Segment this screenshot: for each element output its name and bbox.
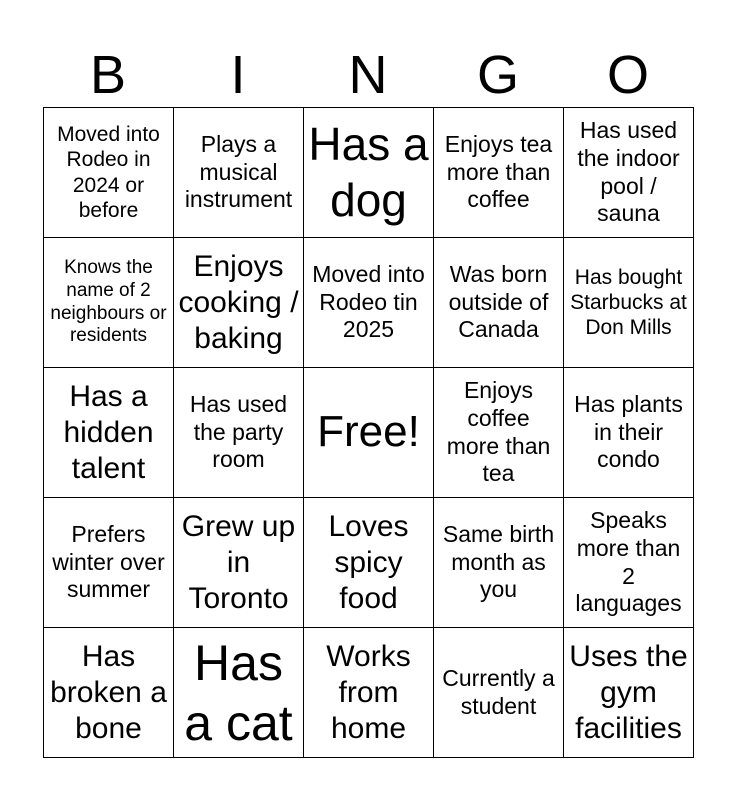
header-letter-i: I <box>230 45 246 105</box>
bingo-cell[interactable]: Enjoys coffee more than tea <box>434 368 564 498</box>
bingo-cell[interactable]: Speaks more than 2 languages <box>564 498 694 628</box>
bingo-board <box>43 107 694 758</box>
bingo-cell[interactable]: Works from home <box>304 628 434 758</box>
bingo-cell[interactable]: Same birth month as you <box>434 498 564 628</box>
board-row <box>44 368 694 498</box>
bingo-cell[interactable]: Has broken a bone <box>44 628 174 758</box>
bingo-cell[interactable]: Loves spicy food <box>304 498 434 628</box>
header-letter-b: B <box>89 45 127 105</box>
bingo-cell[interactable]: Has used the party room <box>174 368 304 498</box>
bingo-cell[interactable]: Was born outside of Canada <box>434 238 564 368</box>
bingo-header <box>43 44 693 106</box>
bingo-cell[interactable]: Has bought Starbucks at Don Mills <box>564 238 694 368</box>
header-letter-o: O <box>606 45 649 105</box>
bingo-cell[interactable]: Has plants in their condo <box>564 368 694 498</box>
bingo-cell[interactable]: Grew up in Toronto <box>174 498 304 628</box>
bingo-cell[interactable]: Enjoys cooking / baking <box>174 238 304 368</box>
bingo-cell[interactable]: Knows the name of 2 neighbours or residents <box>44 238 174 368</box>
bingo-cell[interactable]: Prefers winter over summer <box>44 498 174 628</box>
board-row <box>44 628 694 758</box>
header-letter-n: N <box>348 45 388 105</box>
bingo-cell[interactable]: Has used the indoor pool / sauna <box>564 108 694 238</box>
bingo-cell[interactable]: Has a cat <box>174 628 304 758</box>
bingo-cell[interactable]: Has a hidden talent <box>44 368 174 498</box>
bingo-cell[interactable]: Uses the gym facilities <box>564 628 694 758</box>
bingo-cell[interactable]: Has a dog <box>304 108 434 238</box>
bingo-cell[interactable]: Moved into Rodeo in 2024 or before <box>44 108 174 238</box>
bingo-cell[interactable]: Currently a student <box>434 628 564 758</box>
bingo-cell[interactable]: Enjoys tea more than coffee <box>434 108 564 238</box>
board-row <box>44 498 694 628</box>
bingo-cell[interactable]: Plays a musical instrument <box>174 108 304 238</box>
board-row <box>44 238 694 368</box>
free-space[interactable]: Free! <box>304 368 434 498</box>
bingo-cell[interactable]: Moved into Rodeo tin 2025 <box>304 238 434 368</box>
header-letter-g: G <box>476 45 519 105</box>
board-row <box>44 108 694 238</box>
